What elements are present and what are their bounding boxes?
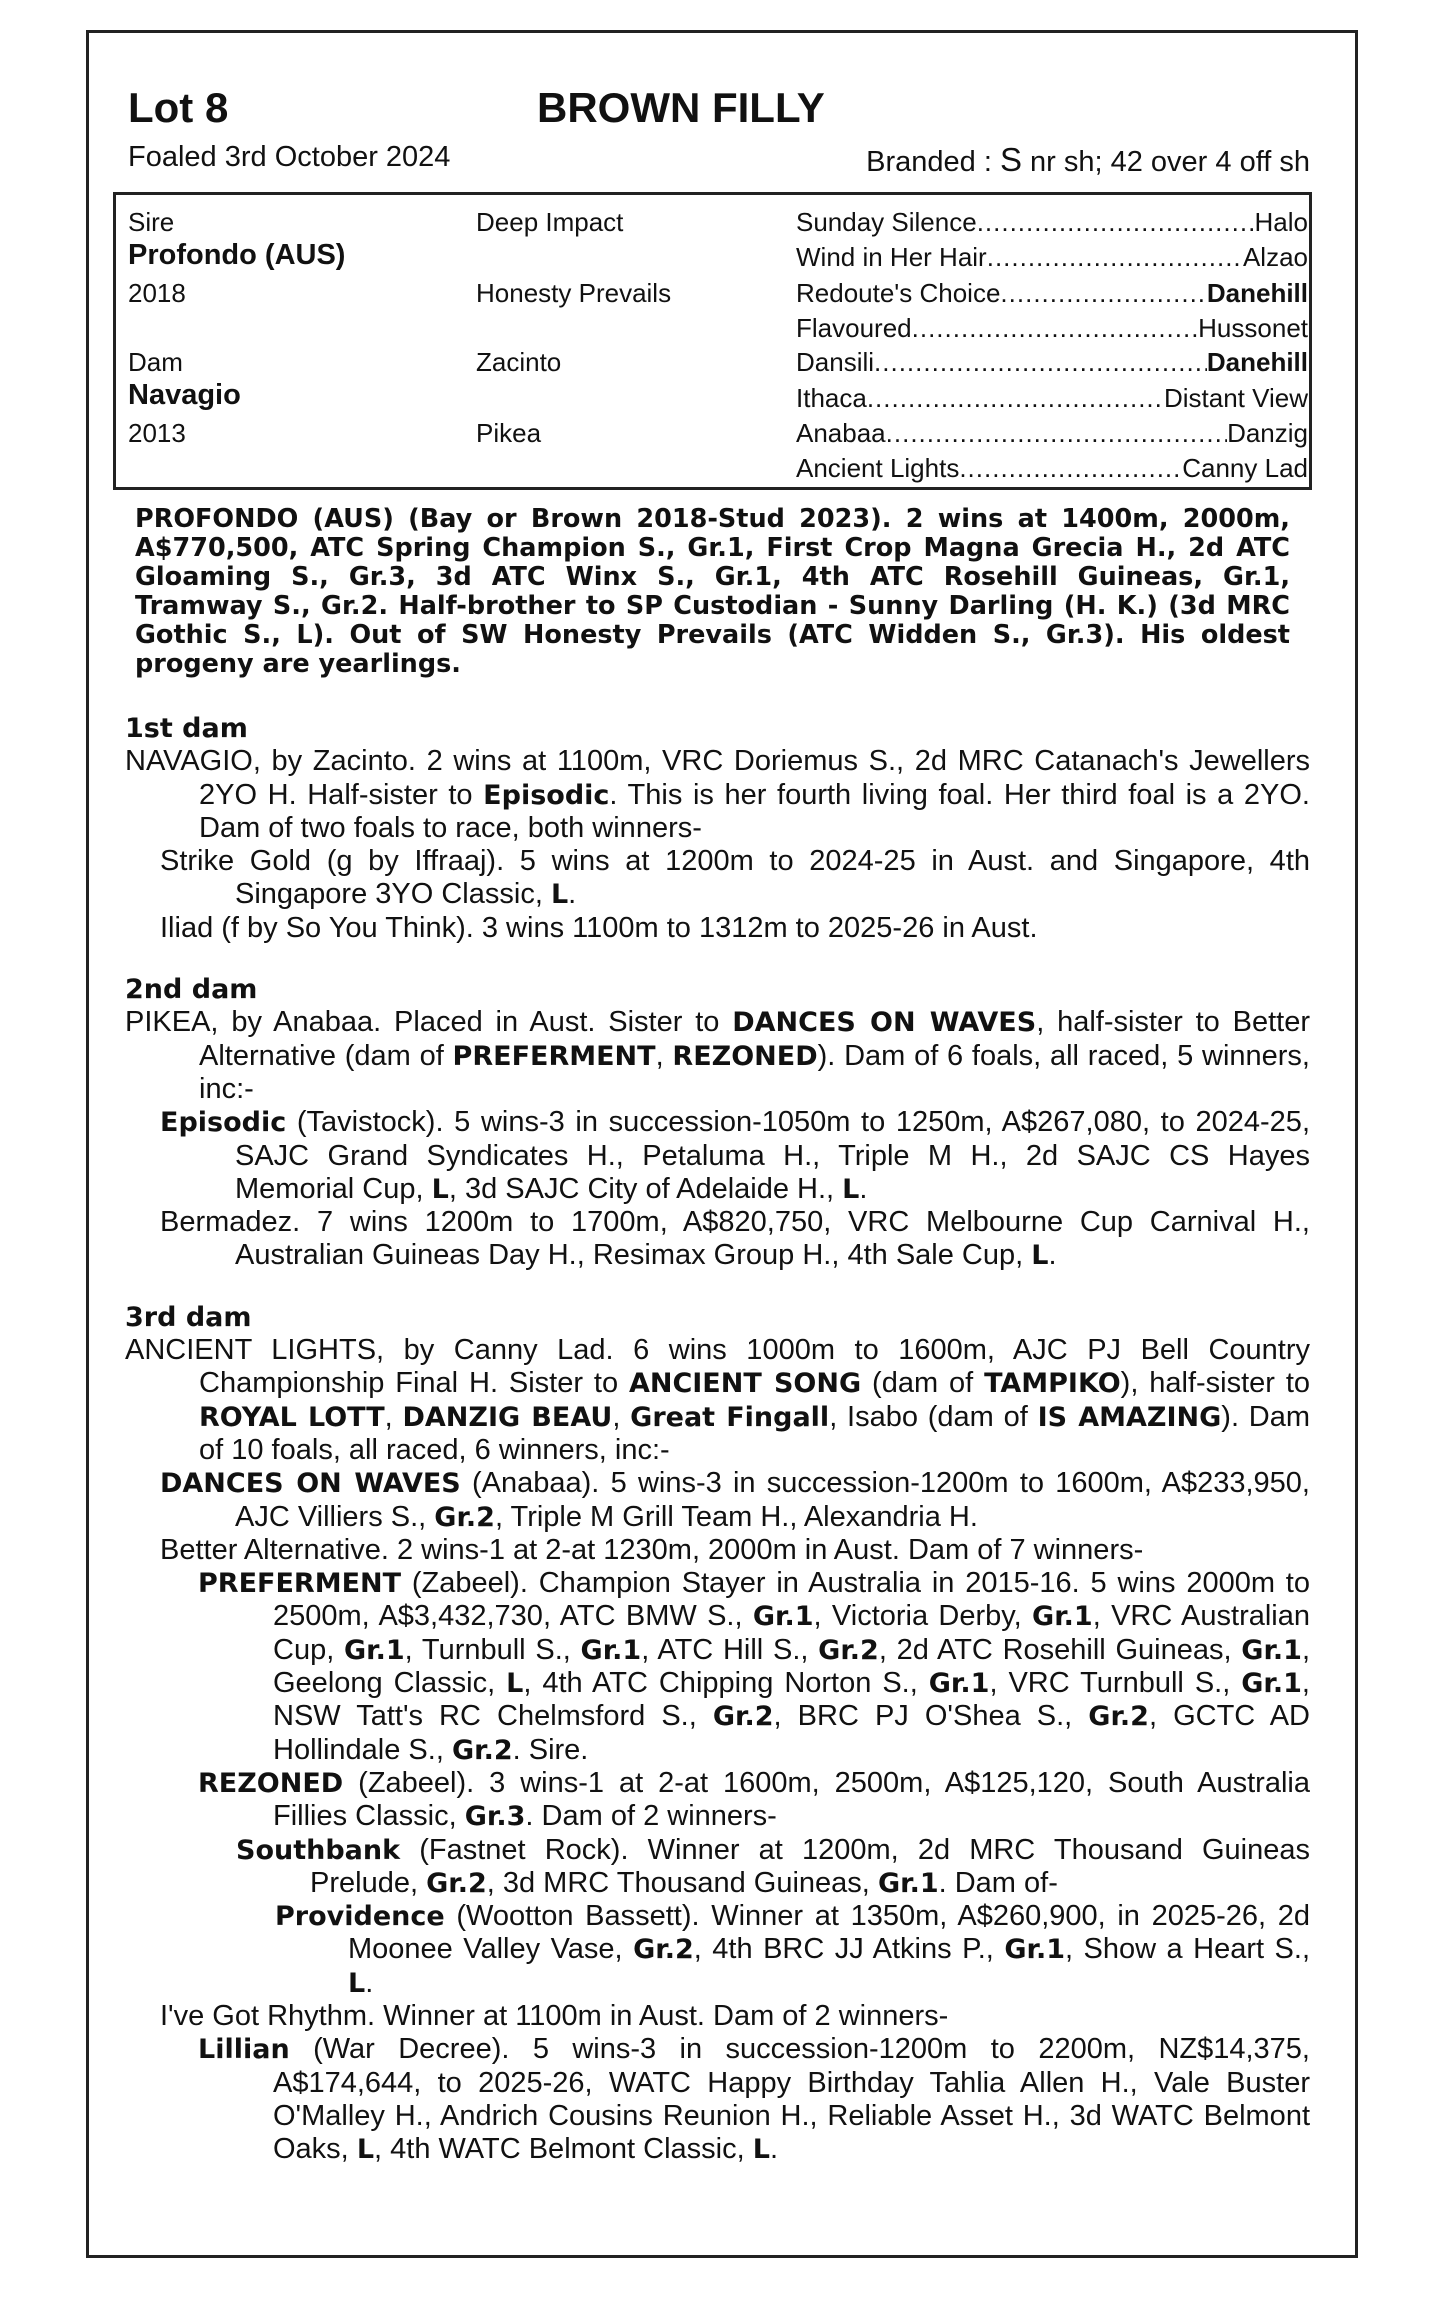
dot-leader [1000, 278, 1206, 309]
bold-text: TAMPIKO [984, 1368, 1121, 1400]
progeny-entry [125, 1534, 1310, 1567]
bold-text: L [431, 1173, 449, 1205]
text-run: . [1048, 1239, 1057, 1272]
bold-text: Gr.2 [426, 1867, 487, 1899]
text-run: PIKEA, by Anabaa. Placed in Aust. Sister to [125, 1006, 733, 1039]
progeny-entry [125, 1206, 1310, 1273]
progeny-entry [125, 1467, 1310, 1534]
dam-year: 2013 [128, 418, 186, 448]
ancestor-name: Ancient Lights [796, 453, 960, 483]
ancestor-sire: Canny Lad [1182, 453, 1308, 483]
progeny-entry [125, 845, 1310, 912]
text-run: , 3d SAJC City of Adelaide H., [448, 1172, 843, 1205]
text-run: , NSW Tatt's RC Chelmsford S., [273, 1667, 1310, 1733]
foaled-date: Foaled 3rd October 2024 [128, 141, 451, 173]
text-run: . [365, 1966, 374, 1999]
bold-text: Gr.1 [752, 1601, 814, 1633]
bold-text: REZONED [672, 1040, 818, 1072]
text-run: . Dam of- [938, 1866, 1058, 1899]
text-run: , 3d MRC Thousand Guineas, [486, 1866, 878, 1899]
bold-text: PREFERMENT [452, 1040, 656, 1072]
bold-text: Episodic [483, 779, 610, 811]
bold-text: IS AMAZING [1037, 1401, 1222, 1433]
ancestor-name: Wind in Her Hair [796, 242, 987, 272]
ancestor-name: Ithaca [796, 383, 867, 413]
bold-text: L [842, 1173, 860, 1205]
ancestor-sire: Danehill [1206, 347, 1308, 377]
progeny-entry [125, 2033, 1310, 2166]
text-run: ). Dam of 10 foals, all raced, 6 winners, inc:- [199, 1400, 1311, 1466]
text-run: , [384, 1400, 403, 1433]
lot-title: BROWN FILLY [537, 84, 825, 131]
text-run: , ATC Hill S., [641, 1633, 819, 1666]
text-run: Bermadez. 7 wins 1200m to 1700m, A$820,750, VRC Melbourne Cup Carnival H., Australian Guineas Day H., Resimax Group H., 4th Sale Cup, [160, 1206, 1310, 1272]
text-run: , Turnbull S., [404, 1633, 581, 1666]
section-spacer [125, 945, 1310, 973]
bold-text: ANCIENT SONG [628, 1368, 862, 1400]
bold-text: Gr.2 [712, 1701, 774, 1733]
bold-text: Gr.2 [633, 1934, 694, 1966]
bold-text: Southbank [236, 1834, 401, 1866]
bold-text: Gr.1 [580, 1634, 642, 1666]
dam-label: Dam [128, 347, 183, 377]
sire-year: 2018 [128, 278, 186, 308]
dot-leader [912, 313, 1199, 344]
bold-text: DANCES ON WAVES [160, 1468, 461, 1500]
text-run: ). Dam of 6 foals, all raced, 5 winners, inc:- [199, 1039, 1310, 1105]
dam-entry [125, 1006, 1310, 1106]
bold-text: Gr.2 [434, 1501, 495, 1533]
ancestor-sire: Danehill [1206, 278, 1308, 308]
progeny-entry [125, 1106, 1310, 1206]
ancestor-row [796, 347, 1308, 378]
ancestor-name: Anabaa [796, 418, 886, 448]
text-run: , Triple M Grill Team H., Alexandria H. [494, 1500, 978, 1533]
text-run: , Victoria Derby, [813, 1600, 1033, 1633]
ancestor-sire: Hussonet [1198, 313, 1308, 343]
dam-heading: 2nd dam [125, 974, 258, 1006]
dot-leader [987, 242, 1243, 273]
text-run: Strike Gold (g by Iffraaj). 5 wins at 1200m to 2024-25 in Aust. and Singapore, 4th Singapore 3YO Classic, [160, 845, 1310, 911]
branded-prefix: Branded : [866, 146, 1000, 178]
bold-text: L [550, 879, 569, 911]
brand-mark: S [999, 141, 1022, 178]
text-run: ANCIENT LIGHTS, by Canny Lad. 6 wins 1000m to 1600m, AJC PJ Bell Country Championship Final H. Sister to [125, 1334, 1310, 1400]
lot-number: Lot 8 [128, 84, 229, 131]
text-run: (Anabaa). 5 wins-3 in succession-1200m to 1600m, A$233,950, AJC Villiers S., [235, 1467, 1310, 1533]
ancestor-row [796, 207, 1308, 238]
text-run: . [859, 1172, 868, 1205]
bold-text: L [356, 2134, 375, 2166]
bold-text: ROYAL LOTT [199, 1401, 385, 1433]
progeny-entry [125, 2000, 1310, 2033]
grandsire-paternal: Deep Impact [476, 207, 624, 237]
text-run: . [568, 878, 577, 911]
dam-entry [125, 1334, 1310, 1467]
text-run: , GCTC AD Hollindale S., [273, 1700, 1311, 1766]
text-run: (War Decree). 5 wins-3 in succession-1200m to 2200m, NZ$14,375, A$174,644, to 2025-26, WATC Happy Birthday Tahlia Allen H., Vale Buster O'Malley H., Andrich Cousins Reunion H., Reliable Asset H., 3d WATC Belmont Oaks, [273, 2033, 1310, 2166]
section-spacer [125, 1273, 1310, 1301]
text-run: NAVAGIO, by Zacinto. 2 wins at 1100m, VRC Doriemus S., 2d MRC Catanach's Jewellers 2YO H. Half-sister to [125, 745, 1310, 811]
dot-leader [874, 347, 1207, 378]
dam-heading: 3rd dam [125, 1301, 252, 1333]
text-run: . [769, 2133, 779, 2166]
branded-info [866, 141, 1310, 179]
text-run: , half-sister to Better Alternative (dam of [199, 1006, 1310, 1072]
bold-text: REZONED [198, 1767, 344, 1799]
text-run: , Geelong Classic, [273, 1633, 1311, 1700]
bold-text: L [1031, 1240, 1049, 1272]
bold-text: L [506, 1668, 524, 1700]
text-run: , VRC Turnbull S., [989, 1667, 1242, 1700]
text-run: , VRC Australian Cup, [273, 1600, 1310, 1666]
bold-text: Lillian [198, 2034, 290, 2066]
progeny-entry [125, 912, 1310, 945]
text-run: , 4th ATC Chipping Norton S., [523, 1667, 929, 1700]
bold-text: Gr.1 [1241, 1634, 1302, 1666]
granddam-paternal: Honesty Prevails [476, 278, 672, 308]
bold-text: Gr.2 [451, 1734, 513, 1766]
bold-text: Gr.2 [1088, 1701, 1149, 1733]
text-run: Better Alternative. 2 wins-1 at 2-at 1230m, 2000m in Aust. Dam of 7 winners- [160, 1533, 1144, 1566]
progeny-entry [125, 1900, 1310, 2000]
text-run: , [655, 1039, 673, 1072]
text-run: , 2d ATC Rosehill Guineas, [878, 1633, 1242, 1666]
text-run: , Show a Heart S., [1064, 1933, 1310, 1966]
text-run: , 4th BRC JJ Atkins P., [693, 1933, 1005, 1966]
ancestor-sire: Halo [1254, 207, 1308, 237]
ancestor-sire: Alzao [1242, 242, 1308, 272]
bold-text: Gr.3 [464, 1801, 526, 1833]
bold-text: L [348, 1967, 366, 1999]
dam-entry [125, 745, 1310, 845]
dam-heading: 1st dam [125, 713, 248, 744]
bold-text: L [752, 2134, 770, 2166]
text-run: (Wootton Bassett). Winner at 1350m, A$260,900, in 2025-26, 2d Moonee Valley Vase, [348, 1900, 1310, 1966]
bold-text: DANCES ON WAVES [732, 1007, 1037, 1039]
text-run: (Tavistock). 5 wins-3 in succession-1050m to 1250m, A$267,080, to 2024-25, SAJC Grand Syndicates H., Petaluma H., Triple M H., 2d SAJC CS Hayes Memorial Cup, [235, 1106, 1310, 1205]
bold-text: Gr.1 [1004, 1934, 1065, 1966]
bold-text: Gr.1 [877, 1867, 939, 1899]
dot-leader [977, 207, 1255, 238]
bold-text: Great Fingall [630, 1401, 830, 1433]
text-run: . This is her fourth living foal. Her third foal is a 2YO. Dam of two foals to race, both winners- [199, 778, 1310, 844]
text-run: (dam of [861, 1367, 985, 1400]
ancestor-name: Flavoured [796, 313, 912, 343]
progeny-entry [125, 1767, 1310, 1834]
sire-label: Sire [128, 207, 175, 237]
ancestor-name: Dansili [796, 347, 875, 377]
progeny-entry [125, 1567, 1310, 1767]
bold-text: Gr.1 [928, 1668, 990, 1700]
dot-leader [867, 383, 1164, 414]
ancestor-row [796, 453, 1308, 484]
branded-suffix: nr sh; 42 over 4 off sh [1021, 146, 1310, 178]
bold-text: Providence [275, 1901, 445, 1933]
text-run: , Isabo (dam of [829, 1400, 1038, 1433]
ancestor-row [796, 278, 1308, 309]
dam-family-section [125, 712, 1310, 2166]
bold-text: PREFERMENT [198, 1568, 402, 1600]
text-run: . Dam of 2 winners- [525, 1800, 777, 1833]
dot-leader [959, 453, 1182, 484]
ancestor-name: Sunday Silence [796, 207, 977, 237]
text-run: , [612, 1400, 631, 1433]
bold-text: DANZIG BEAU [402, 1401, 613, 1433]
text-run: I've Got Rhythm. Winner at 1100m in Aust. Dam of 2 winners- [160, 1999, 949, 2032]
bold-text: Gr.1 [1032, 1601, 1093, 1633]
ancestor-row [796, 383, 1308, 414]
grandsire-maternal: Zacinto [476, 347, 562, 377]
text-run: Iliad (f by So You Think). 3 wins 1100m to 1312m to 2025-26 in Aust. [160, 911, 1038, 944]
text-run: (Zabeel). 3 wins-1 at 2-at 1600m, 2500m, A$125,120, South Australia Fillies Classic, [273, 1766, 1310, 1833]
ancestor-sire: Danzig [1227, 418, 1308, 448]
granddam-maternal: Pikea [476, 418, 542, 448]
bold-text: Gr.1 [344, 1634, 405, 1666]
sire-summary: PROFONDO (AUS) (Bay or Brown 2018-Stud 2023). 2 wins at 1400m, 2000m, A$770,500, ATC Spring Champion S., Gr.1, First Crop Magna Grecia H., 2d ATC Gloaming S., Gr.3, 3d ATC Winx S., Gr.1, 4th ATC Rosehill Guineas, Gr.1, Tramway S., Gr.2. Half-brother to SP Custodian - Sunny Darling (H. K.) (3d MRC Gothic S., L). Out of SW Honesty Prevails (ATC Widden S., Gr.3). His oldest progeny are yearlings. [135, 504, 1290, 679]
pedigree-table [113, 192, 1312, 490]
text-run: ), half-sister to [1120, 1367, 1311, 1400]
bold-text: Gr.2 [818, 1634, 879, 1666]
dot-leader [886, 418, 1227, 449]
text-run: , 4th WATC Belmont Classic, [374, 2133, 753, 2166]
ancestor-row [796, 418, 1308, 449]
bold-text: Episodic [160, 1107, 287, 1139]
text-run: (Zabeel). Champion Stayer in Australia in 2015-16. 5 wins 2000m to 2500m, A$3,432,730, ATC BMW S., [273, 1567, 1310, 1633]
bold-text: Gr.1 [1241, 1668, 1302, 1700]
text-run: (Fastnet Rock). Winner at 1200m, 2d MRC Thousand Guineas Prelude, [310, 1833, 1310, 1899]
sire-name: Profondo (AUS) [128, 239, 346, 271]
text-run: , BRC PJ O'Shea S., [773, 1700, 1089, 1733]
ancestor-sire: Distant View [1163, 383, 1308, 413]
ancestor-row [796, 313, 1308, 344]
text-run: . Sire. [512, 1733, 589, 1766]
progeny-entry [125, 1834, 1310, 1901]
ancestor-name: Redoute's Choice [796, 278, 1001, 308]
ancestor-row [796, 242, 1308, 273]
dam-name: Navagio [128, 379, 241, 411]
